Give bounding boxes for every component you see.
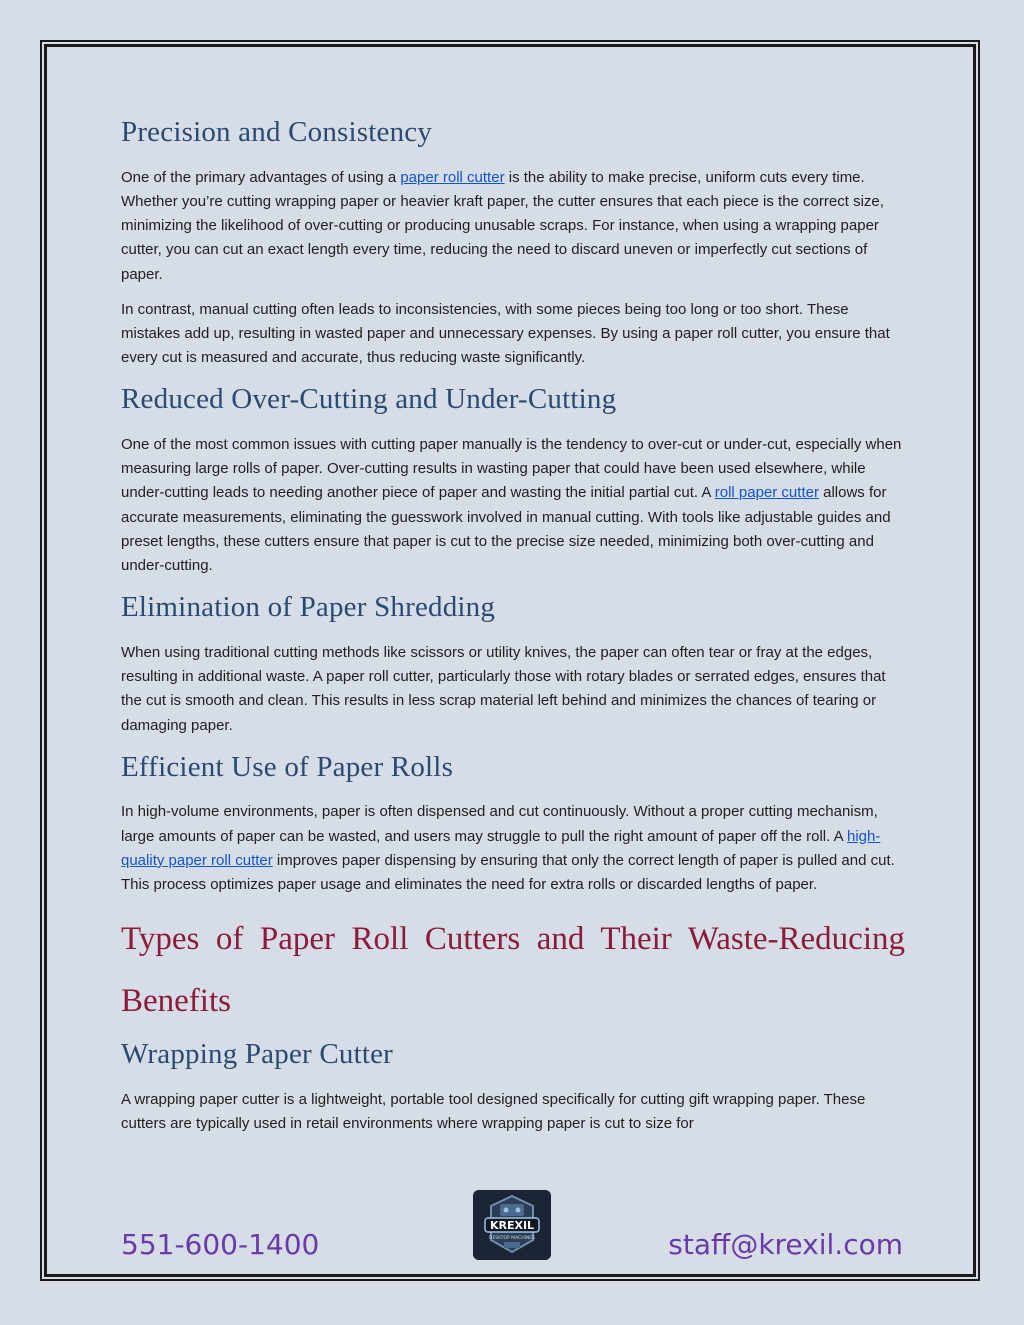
document-content (121, 114, 905, 1147)
heading-wrapping-paper-cutter: Wrapping Paper Cutter (121, 1038, 394, 1071)
paragraph: A wrapping paper cutter is a lightweight, portable tool designed specifically for cutting gift wrapping paper. These cutters are typically used in retail environments where wrapping paper is cut to size for (121, 1090, 866, 1133)
heading-precision: Precision and Consistency (121, 116, 433, 148)
svg-text:KREXIL: KREXIL (489, 1219, 535, 1232)
heading-over-cutting: Reduced Over-Cutting and Under-Cutting (121, 383, 617, 416)
krexil-logo-icon (473, 1190, 551, 1260)
footer-phone: 551-600-1400 (121, 1228, 320, 1261)
footer-email[interactable]: staff@krexil.com (668, 1228, 903, 1261)
heading-efficient-use: Efficient Use of Paper Rolls (121, 750, 454, 783)
paragraph: In high-volume environments, paper is often dispensed and cut continuously. Without a proper cutting mechanism, large amounts of paper can be wasted, and users may struggle to pull the right amount of paper off the roll. A high-quality paper roll cutter improves paper dispensing by ensuring that only the correct length of paper is pulled and cut. This process optimizes paper usage and eliminates the need for extra rolls or discarded lengths of paper. (121, 803, 895, 894)
paragraph: One of the primary advantages of using a paper roll cutter is the ability to make precise, uniform cuts every time. Whether you’re cutting wrapping paper or heavier kraft paper, the cutter ensures that each piece is the correct size, minimizing the likelihood of over-cutting or producing unusable scraps. For instance, when using a wrapping paper cutter, you can cut an exact length every time, reducing the need to discard uneven or imperfectly cut sections of paper. (121, 168, 884, 283)
krexil-logo (473, 1190, 551, 1260)
link-paper-roll-cutter[interactable]: paper roll cutter (400, 168, 505, 186)
svg-text:DESKTOP MACHINES: DESKTOP MACHINES (488, 1236, 536, 1241)
link-roll-paper-cutter[interactable]: roll paper cutter (714, 484, 819, 502)
heading-shredding: Elimination of Paper Shredding (121, 591, 496, 624)
link-high-quality-cutter[interactable]: high-quality paper roll cutter (121, 827, 881, 869)
paragraph: One of the most common issues with cutting paper manually is the tendency to over-cut or under-cut, especially when measuring large rolls of paper. Over-cutting results in wasting paper that could have been used elsewhere, while under-cutting leads to needing another piece of paper and wasting the initial partial cut. A roll paper cutter allows for accurate measurements, eliminating the guesswork involved in manual cutting. With tools like adjustable guides and preset lengths, these cutters ensure that paper is cut to the precise size needed, minimizing both over-cutting and under-cutting. (121, 436, 902, 575)
major-heading-types: Types of Paper Roll Cutters and Their Waste-Reducing Benefits (121, 921, 905, 1020)
paragraph: When using traditional cutting methods like scissors or utility knives, the paper can often tear or fray at the edges, resulting in additional waste. A paper roll cutter, particularly those with rotary blades or serrated edges, ensures that the cut is smooth and clean. This results in less scrap material left behind and minimizes the chances of tearing or damaging paper. (121, 643, 886, 734)
paragraph: In contrast, manual cutting often leads to inconsistencies, with some pieces being too long or too short. These mistakes add up, resulting in wasted paper and unnecessary expenses. By using a paper roll cutter, you ensure that every cut is measured and accurate, thus reducing waste significantly. (121, 300, 890, 367)
